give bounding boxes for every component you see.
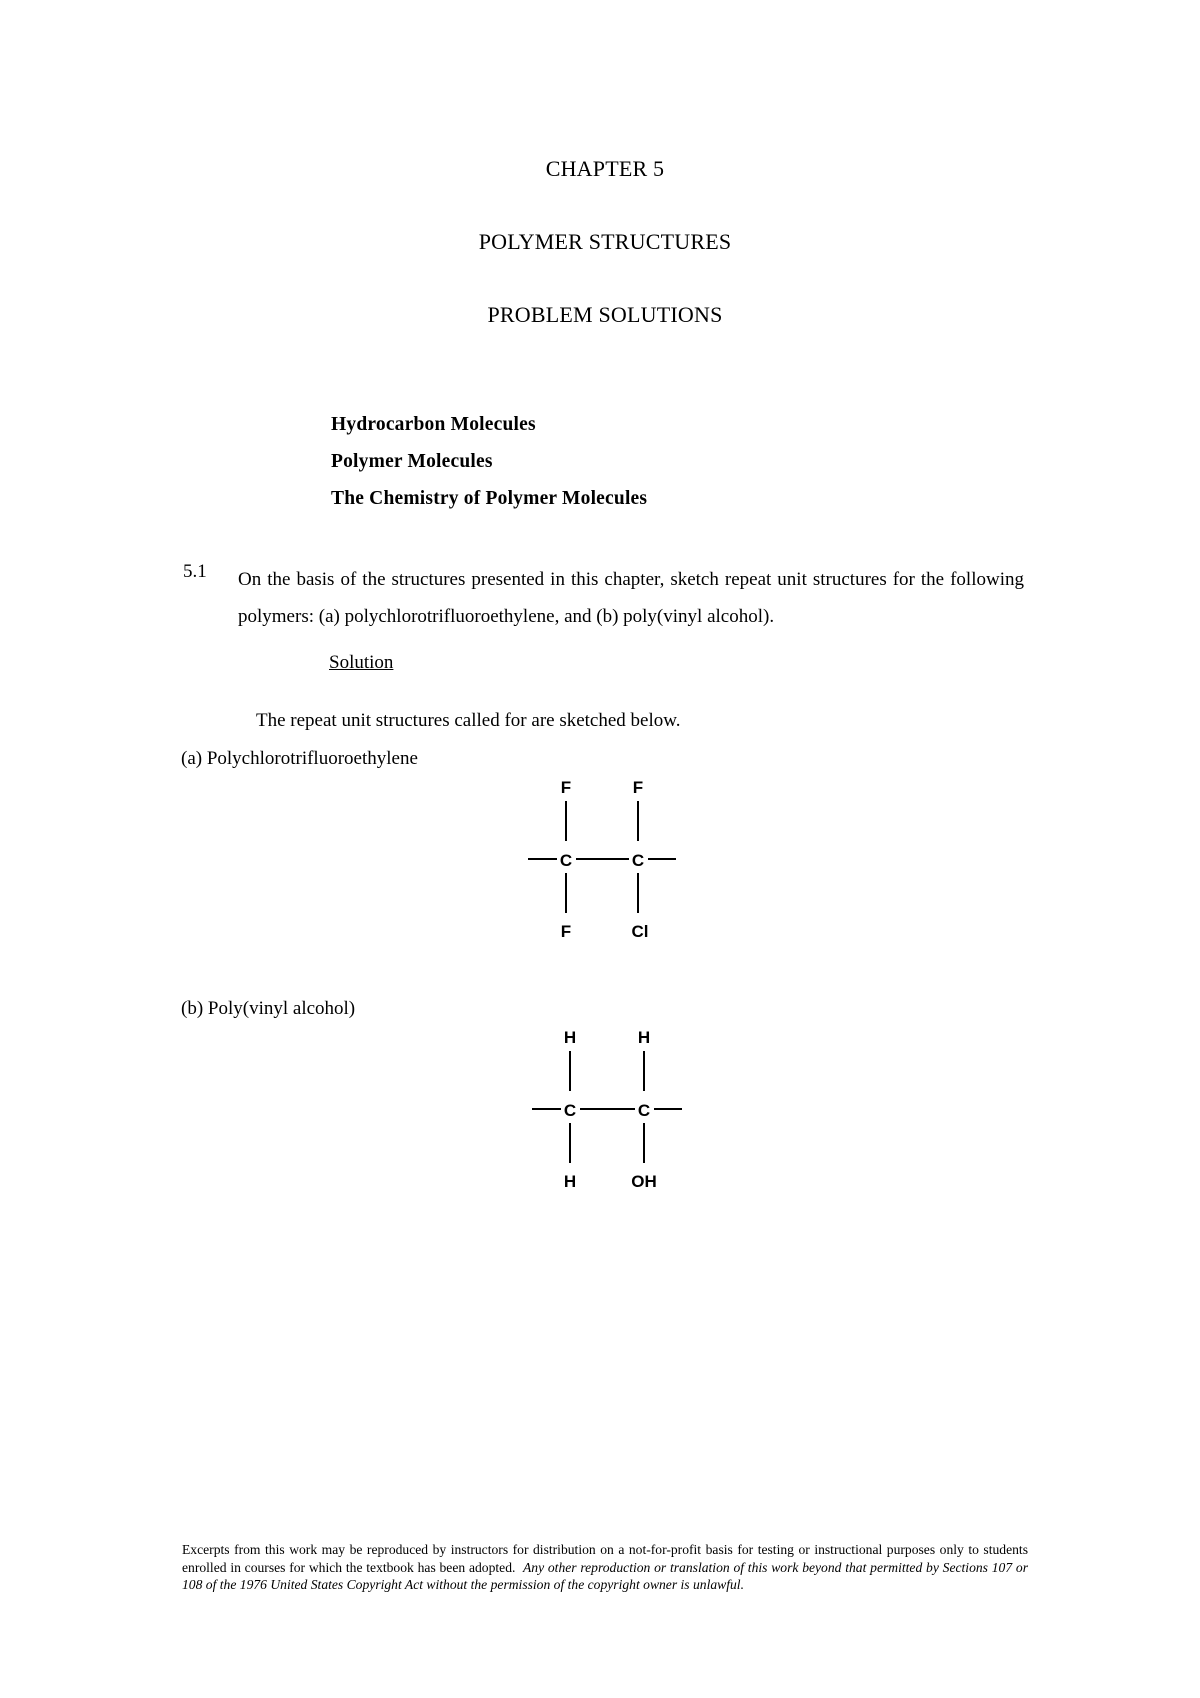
polyvinyl-alcohol-structure xyxy=(520,1025,700,1195)
part-a-label: (a) Polychlorotrifluoroethylene xyxy=(181,748,418,769)
chapter-title: POLYMER STRUCTURES xyxy=(478,229,732,254)
chapter-heading: CHAPTER 5 xyxy=(545,156,665,181)
copyright-notice-normal: Excerpts from this work may be reproduced by instructors for distribution on a not-for-profit basis for testing or instructional purposes only to students enrolled in courses for which the textbook has been adopted. xyxy=(182,1542,1028,1575)
solution-label: Solution xyxy=(329,652,394,673)
atom-top-right: H xyxy=(637,1028,651,1047)
atom-top-right: F xyxy=(632,778,644,797)
copyright-notice-italic: Any other reproduction or translation of this work beyond that permitted by Sections 107 or 108 of the 1976 United States Copyright Act without the permission of the copyright owner is unlawful. xyxy=(182,1559,1028,1592)
atom-bottom-right: Cl xyxy=(631,922,649,941)
copyright-notice xyxy=(182,1541,1028,1594)
polychlorotrifluoroethylene-structure xyxy=(520,775,700,945)
atom-center-left: C xyxy=(563,1101,577,1120)
atom-center-right: C xyxy=(631,851,645,870)
problem-statement: On the basis of the structures presented in this chapter, sketch repeat unit structures for the following polymers: (a) polychlorotrifluoroethylene, and (b) poly(vinyl alcohol). xyxy=(238,569,1024,627)
part-b-label: (b) Poly(vinyl alcohol) xyxy=(181,998,356,1019)
atom-bottom-left: F xyxy=(560,922,572,941)
atom-bottom-left: H xyxy=(563,1172,577,1191)
problem-number: 5.1 xyxy=(183,561,207,582)
topic-chemistry-of-polymer-molecules: The Chemistry of Polymer Molecules xyxy=(331,488,648,509)
topic-polymer-molecules: Polymer Molecules xyxy=(331,451,493,472)
atom-top-left: H xyxy=(563,1028,577,1047)
topic-hydrocarbon-molecules: Hydrocarbon Molecules xyxy=(331,414,536,435)
solution-intro: The repeat unit structures called for are sketched below. xyxy=(256,710,681,731)
atom-center-left: C xyxy=(559,851,573,870)
atom-center-right: C xyxy=(637,1101,651,1120)
atom-bottom-right: OH xyxy=(631,1172,657,1191)
atom-top-left: F xyxy=(560,778,572,797)
chapter-subtitle: PROBLEM SOLUTIONS xyxy=(487,302,723,327)
